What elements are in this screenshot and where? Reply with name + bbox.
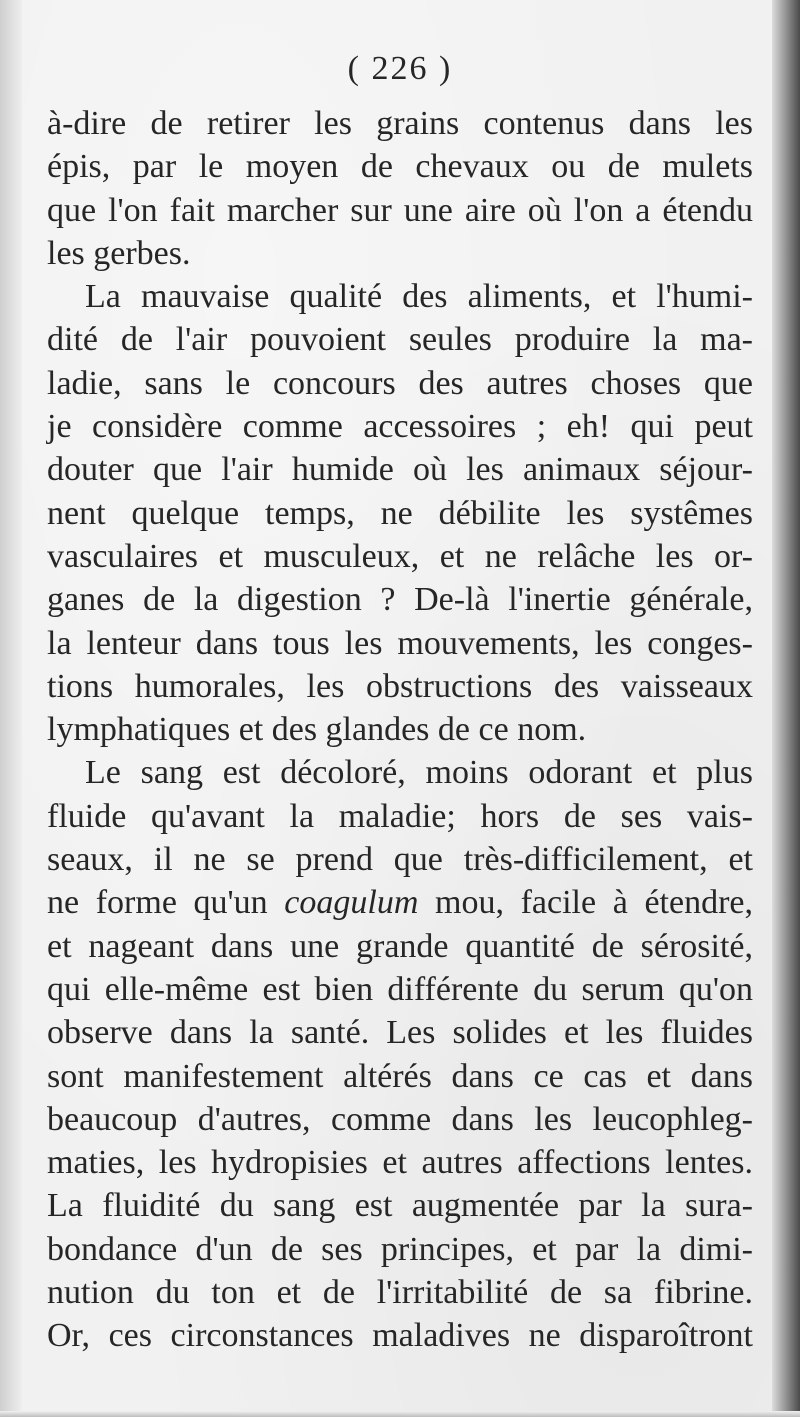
text-line: nution du ton et de l'irritabilité de sa fibrine. [47,1274,753,1312]
text-line: sont manifestement altérés dans ce cas et dans [47,1057,753,1095]
page-number: ( 226 ) [347,50,453,87]
text-line: nent quelque temps, ne débilite les systêmes [47,494,753,532]
paragraph-start-line: Le sang est décoloré, moins odorant et plus [85,754,753,792]
text-line: tions humorales, les obstructions des vaisseaux [47,667,753,705]
italic-term: coagulum [284,884,419,922]
body-text [47,102,753,1358]
paragraph-start-line: La mauvaise qualité des aliments, et l'humi- [85,278,753,316]
line-text-before: ne forme qu'un [47,884,285,922]
page-gutter-shadow [772,0,800,1417]
text-line: dité de l'air pouvoient seules produire la ma- [47,321,753,359]
text-line: lymphatiques et des glandes de ce nom. [47,711,587,749]
text-line: bondance d'un de ses principes, et par la dimi- [47,1230,753,1268]
page-bottom-shadow [0,1411,800,1417]
text-line: que l'on fait marcher sur une aire où l'on a étendu [47,191,753,229]
line-text-after: mou, facile à étendre, [418,884,753,922]
text-line: maties, les hydropisies et autres affections lentes. [47,1144,753,1182]
text-line: Or, ces circonstances maladives ne disparoîtront [47,1317,753,1355]
text-line: qui elle-même est bien différente du serum qu'on [47,970,753,1008]
text-line: je considère comme accessoires ; eh! qui peut [47,408,753,446]
text-line-with-italic [47,881,753,924]
text-line: La fluidité du sang est augmentée par la sura- [47,1187,753,1225]
text-line: ganes de la digestion ? De-là l'inertie générale, [47,581,753,619]
text-line: à-dire de retirer les grains contenus dans les [47,105,753,142]
text-line: douter que l'air humide où les animaux séjour- [47,451,753,489]
text-line: la lenteur dans tous les mouvements, les conges- [47,624,753,662]
text-line: observe dans la santé. Les solides et les fluides [47,1014,753,1052]
text-line: et nageant dans une grande quantité de sérosité, [47,927,753,965]
text-line: les gerbes. [47,234,191,272]
text-line: épis, par le moyen de chevaux ou de mulets [47,148,753,186]
page-left-shadow [0,0,22,1417]
text-line: vasculaires et musculeux, et ne relâche les or- [47,537,753,575]
text-line: ladie, sans le concours des autres choses que [47,364,753,402]
text-line: beaucoup d'autres, comme dans les leucophleg- [47,1100,753,1138]
text-line: fluide qu'avant la maladie; hors de ses vais- [47,797,753,835]
text-line: seaux, il ne se prend que très-difficilement, et [47,841,753,879]
